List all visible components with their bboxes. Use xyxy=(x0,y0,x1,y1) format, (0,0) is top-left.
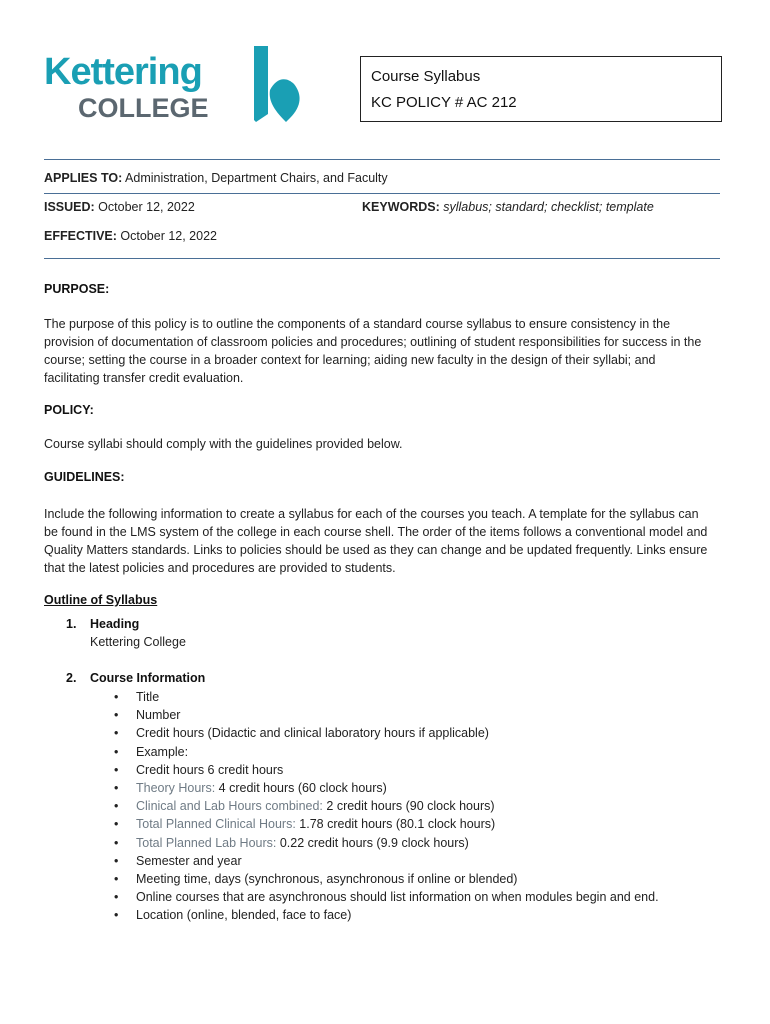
bullet-icon: • xyxy=(114,690,119,704)
list-item: • Example: xyxy=(114,744,189,759)
policy-text: Course syllabi should comply with the guidelines provided below. xyxy=(44,437,403,451)
bullet-icon: • xyxy=(114,744,119,759)
list-item: • Clinical and Lab Hours combined: 2 credit hours (90 clock hours) xyxy=(114,799,495,814)
keywords-value: syllabus; standard; checklist; template xyxy=(439,200,654,214)
logo-wordmark-kettering: Kettering xyxy=(44,51,202,93)
keywords-label: KEYWORDS: xyxy=(362,200,440,214)
policy-title-box xyxy=(360,56,722,122)
bullet-icon: • xyxy=(114,726,119,741)
guidelines-line: be found in the LMS system of the college in each course shell. The order of the items follows a conventional model and xyxy=(44,525,708,539)
guidelines-line: Quality Matters standards. Links to policies should be used as they can change and be updated frequently. Links ensure xyxy=(44,543,708,557)
bullet-icon: • xyxy=(114,853,119,868)
issued-value: October 12, 2022 xyxy=(94,200,195,214)
issued-line xyxy=(44,199,195,215)
list-item: • Total Planned Lab Hours: 0.22 credit hours (9.9 clock hours) xyxy=(114,835,469,850)
logo-k-mark-icon xyxy=(246,44,306,124)
bullet-icon: • xyxy=(114,817,119,832)
guidelines-paragraph xyxy=(44,505,724,577)
meta-divider xyxy=(44,193,720,194)
purpose-line: The purpose of this policy is to outline the components of a standard course syllabus to ensure consistency in the xyxy=(44,317,671,331)
purpose-line: course; setting the course in a broader context for learning; aiding new faculty in the design of their syllabi; and xyxy=(44,353,656,367)
list-item: • Total Planned Clinical Hours: 1.78 credit hours (80.1 clock hours) xyxy=(114,817,496,832)
list-item: • Meeting time, days (synchronous, asynchronous if online or blended) xyxy=(114,871,518,886)
list-item: • Credit hours (Didactic and clinical laboratory hours if applicable) xyxy=(114,726,489,741)
bullet-icon: • xyxy=(114,780,119,795)
course-information-list xyxy=(114,688,734,924)
bullet-icon: • xyxy=(114,762,119,777)
list-item: • Online courses that are asynchronous should list information on when modules begin and end. xyxy=(114,890,659,905)
kettering-college-logo xyxy=(44,44,304,124)
policy-heading: POLICY: xyxy=(44,403,94,417)
outline-heading: Outline of Syllabus xyxy=(44,593,158,607)
bullet-icon: • xyxy=(114,871,119,886)
applies-to-value: Administration, Department Chairs, and Faculty xyxy=(122,171,388,185)
purpose-paragraph xyxy=(44,315,724,387)
bullet-icon: • xyxy=(114,799,119,814)
effective-line xyxy=(44,228,217,244)
list-item: • Theory Hours: 4 credit hours (60 clock hours) xyxy=(114,780,387,795)
outline-item-course-information xyxy=(66,671,205,685)
item-number: 1. xyxy=(66,617,77,631)
list-item: • Location (online, blended, face to face) xyxy=(114,908,352,923)
guidelines-heading: GUIDELINES: xyxy=(44,470,125,484)
purpose-line: facilitating transfer credit evaluation. xyxy=(44,371,244,385)
outline-item-heading xyxy=(66,617,139,631)
list-item: • Semester and year xyxy=(114,853,242,868)
list-item: • Title xyxy=(114,690,160,704)
logo-wordmark-college: COLLEGE xyxy=(78,93,209,123)
applies-to-label: APPLIES TO: xyxy=(44,171,123,185)
guidelines-line: that the latest policies and procedures are provided to students. xyxy=(44,561,396,575)
policy-number: KC POLICY # AC 212 xyxy=(371,94,517,111)
issued-label: ISSUED: xyxy=(44,200,95,214)
item-label: Course Information xyxy=(90,671,206,685)
item-number: 2. xyxy=(66,671,77,685)
purpose-heading: PURPOSE: xyxy=(44,282,110,296)
effective-label: EFFECTIVE: xyxy=(44,229,117,243)
meta-bottom-divider xyxy=(44,258,720,259)
list-item: • Credit hours 6 credit hours xyxy=(114,762,284,777)
effective-value: October 12, 2022 xyxy=(116,229,217,243)
guidelines-line: Include the following information to create a syllabus for each of the courses you teach. A template for the syllabus can xyxy=(44,507,699,521)
bullet-icon: • xyxy=(114,835,119,850)
purpose-line: provision of documentation of classroom policies and procedures; outlining of student responsibilities for success in the xyxy=(44,335,702,349)
bullet-icon: • xyxy=(114,908,119,923)
header-divider xyxy=(44,159,720,160)
bullet-icon: • xyxy=(114,890,119,905)
keywords-line xyxy=(362,199,654,215)
applies-to-line xyxy=(44,170,388,186)
item-subtext: Kettering College xyxy=(90,635,186,649)
bullet-icon: • xyxy=(114,708,119,723)
list-item: • Number xyxy=(114,708,181,723)
document-title: Course Syllabus xyxy=(371,68,481,85)
item-label: Heading xyxy=(90,617,140,631)
